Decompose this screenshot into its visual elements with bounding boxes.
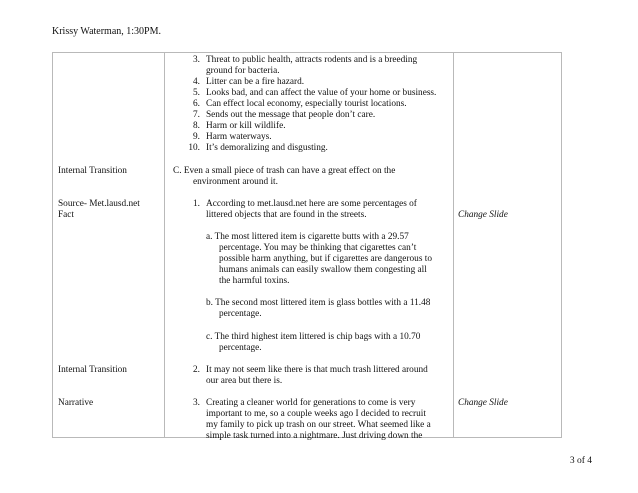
list-item: It’s demoralizing and disgusting. — [206, 143, 328, 153]
sub-point-b-continued: percentage. — [219, 309, 262, 319]
cue-change-slide: Change Slide — [458, 210, 508, 220]
section-c-heading: C. Even a small piece of trash can have a great effect on the — [173, 166, 396, 176]
point-number: 3. — [193, 398, 200, 408]
list-item: Litter can be a fire hazard. — [206, 77, 305, 87]
point-text: Creating a cleaner world for generations to come is very — [206, 398, 416, 408]
sub-point-c: c. The third highest item littered is chip bags with a 10.70 — [206, 332, 421, 342]
document-header: Krissy Waterman, 1:30PM. — [52, 26, 162, 37]
point-text-continued: simple task turned into a nightmare. Just driving down the — [206, 431, 423, 441]
list-item: Threat to public health, attracts rodents and is a breeding — [206, 55, 418, 65]
list-item: Harm or kill wildlife. — [206, 121, 286, 131]
sub-point-a: a. The most littered item is cigarette butts with a 29.57 — [206, 232, 409, 242]
sub-point-a-continued: percentage. You may be thinking that cigarettes can’t — [219, 243, 417, 253]
label-internal-transition: Internal Transition — [58, 365, 127, 375]
list-item-continued: ground for bacteria. — [206, 66, 280, 76]
label-internal-transition: Internal Transition — [58, 166, 127, 176]
column-divider-left — [164, 53, 165, 437]
list-number: 5. — [193, 88, 200, 98]
label-fact: Fact — [58, 210, 75, 220]
point-text-continued: littered objects that are found in the streets. — [206, 210, 367, 220]
list-number: 3. — [193, 55, 200, 65]
cue-change-slide: Change Slide — [458, 398, 508, 408]
label-narrative: Narrative — [58, 398, 94, 408]
sub-point-b: b. The second most littered item is glass bottles with a 11.48 — [206, 298, 431, 308]
list-number: 9. — [193, 132, 200, 142]
list-number: 4. — [193, 77, 200, 87]
list-number: 7. — [193, 110, 200, 120]
list-item: Harm waterways. — [206, 132, 272, 142]
list-number: 10. — [188, 143, 200, 153]
label-source: Source- Met.lausd.net — [58, 199, 140, 209]
list-number: 6. — [193, 99, 200, 109]
section-c-heading-continued: environment around it. — [193, 177, 278, 187]
page-number: 3 of 4 — [569, 456, 592, 466]
sub-point-a-continued: humans animals can easily swallow them congesting all — [219, 265, 427, 275]
point-text: According to met.lausd.net here are some percentages of — [206, 199, 417, 209]
point-text-continued: important to me, so a couple weeks ago I decided to recruit — [206, 409, 426, 419]
list-item: Looks bad, and can affect the value of your home or business. — [206, 88, 437, 98]
point-text-continued: our area but there is. — [206, 376, 283, 386]
point-text-continued: my family to pick up trash on our street. What seemed like a — [206, 420, 431, 430]
column-divider-right — [453, 53, 454, 437]
point-text: It may not seem like there is that much trash littered around — [206, 365, 428, 375]
list-item: Can effect local economy, especially tourist locations. — [206, 99, 407, 109]
point-number: 1. — [193, 199, 200, 209]
list-item: Sends out the message that people don’t care. — [206, 110, 376, 120]
sub-point-c-continued: percentage. — [219, 343, 262, 353]
sub-point-a-continued: the harmful toxins. — [219, 276, 290, 286]
sub-point-a-continued: possible harm anything, but if cigarettes are dangerous to — [219, 254, 432, 264]
point-number: 2. — [193, 365, 200, 375]
list-number: 8. — [193, 121, 200, 131]
